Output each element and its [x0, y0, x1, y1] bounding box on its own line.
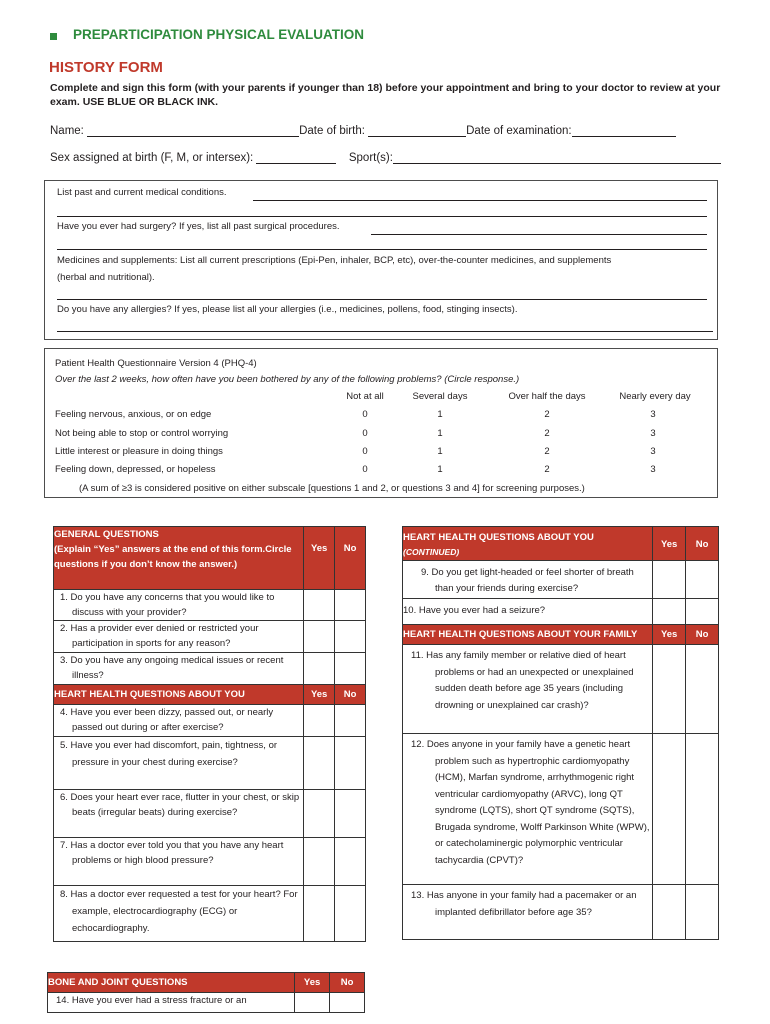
phq-value[interactable]: 0 [362, 409, 368, 420]
phq-value[interactable]: 1 [437, 446, 443, 457]
question-10-yes[interactable] [653, 599, 686, 625]
surgery-field[interactable] [371, 234, 707, 235]
question-1: 1. Do you have any concerns that you would like to discuss with your provider? [60, 592, 275, 618]
phq-row-label: Feeling nervous, anxious, or on edge [55, 409, 212, 420]
phq-col-several-days: Several days [412, 391, 468, 402]
conditions-field[interactable] [253, 200, 707, 201]
question-3-yes[interactable] [304, 653, 335, 685]
question-10: 10. Have you ever had a seizure? [403, 605, 546, 616]
phq-value[interactable]: 2 [544, 464, 550, 475]
family-header: HEART HEALTH QUESTIONS ABOUT YOUR FAMILY [403, 625, 653, 645]
table-row [48, 993, 365, 1013]
heart-header-row [54, 685, 366, 705]
question-11: 11. Has any family member or relative died of heart problems or had an unexpected or unexplained sudden death before age 35 years (including drowning or unexplained car crash)? [411, 650, 634, 711]
bone-header: BONE AND JOINT QUESTIONS [48, 973, 295, 993]
name-field[interactable] [87, 125, 299, 137]
table-row [54, 653, 366, 685]
phq-row-label: Feeling down, depressed, or hopeless [55, 464, 216, 475]
phq-value[interactable]: 3 [650, 464, 656, 475]
conditions-field-2[interactable] [57, 216, 707, 217]
dob-label: Date of birth: [299, 125, 365, 137]
name-label: Name: [50, 125, 84, 137]
table-row [54, 705, 366, 737]
surgery-label: Have you ever had surgery? If yes, list all past surgical procedures. [57, 221, 340, 232]
table-row [403, 645, 719, 734]
phq-value[interactable]: 0 [362, 464, 368, 475]
question-13: 13. Has anyone in your family had a pacemaker or an implanted defibrillator before age 35? [411, 890, 637, 918]
general-header-row [54, 527, 366, 590]
question-4-no[interactable] [335, 705, 366, 737]
family-header-row [403, 625, 719, 645]
question-2-yes[interactable] [304, 621, 335, 653]
phq-col-nearly-every-day: Nearly every day [619, 391, 691, 402]
phq-col-over-half: Over half the days [508, 391, 586, 402]
question-5-yes[interactable] [304, 737, 335, 790]
question-10-no[interactable] [686, 599, 719, 625]
table-row [403, 885, 719, 940]
bone-no-header: No [330, 973, 365, 993]
phq-note: (A sum of ≥3 is considered positive on either subscale [questions 1 and 2, or questions 3 and 4] for screening purposes.) [79, 483, 585, 494]
heart-cont-header-row [403, 527, 719, 561]
table-row [54, 838, 366, 886]
phq-value[interactable]: 3 [650, 428, 656, 439]
table-row [403, 734, 719, 885]
general-yes-header: Yes [304, 527, 335, 590]
question-7: 7. Has a doctor ever told you that you have any heart problems or high blood pressure? [60, 840, 284, 866]
name-row [50, 125, 676, 137]
heart-family-table [402, 526, 719, 940]
heart-cont-yes-header: Yes [653, 527, 686, 561]
table-row [54, 621, 366, 653]
question-12-yes[interactable] [653, 734, 686, 885]
allergies-field[interactable] [57, 331, 713, 332]
form-title: HISTORY FORM [49, 59, 163, 76]
question-5-no[interactable] [335, 737, 366, 790]
phq-title: Patient Health Questionnaire Version 4 (PHQ-4) [55, 358, 257, 369]
question-12: 12. Does anyone in your family have a genetic heart problem such as hypertrophic cardiomyopathy (HCM), Marfan syndrome, arrhythmogenic right ventricular cardiomyopathy (ARVC), long QT syndrome (LQTS), short QT syndrome (SQTS), Brugada syndrome, Wolff Parkinson White (WPW), or catecholaminergic polymorphic ventricular tachycardia (CPVT)? [411, 739, 650, 866]
sex-sport-row [50, 152, 721, 164]
question-14-no[interactable] [330, 993, 365, 1013]
question-11-no[interactable] [686, 645, 719, 734]
heart-no-header: No [335, 685, 366, 705]
question-13-yes[interactable] [653, 885, 686, 940]
question-4-yes[interactable] [304, 705, 335, 737]
question-8-yes[interactable] [304, 886, 335, 942]
conditions-row [57, 187, 709, 198]
phq-value[interactable]: 1 [437, 409, 443, 420]
question-3: 3. Do you have any ongoing medical issues or recent illness? [60, 655, 284, 681]
question-8: 8. Has a doctor ever requested a test for your heart? For example, electrocardiography (ECG) or echocardiography. [60, 889, 298, 934]
question-6-no[interactable] [335, 790, 366, 838]
question-2-no[interactable] [335, 621, 366, 653]
question-4: 4. Have you ever been dizzy, passed out, or nearly passed out during or after exercise? [60, 707, 274, 733]
question-9-no[interactable] [686, 561, 719, 599]
question-1-no[interactable] [335, 590, 366, 621]
question-1-yes[interactable] [304, 590, 335, 621]
family-no-header: No [686, 625, 719, 645]
bone-header-row [48, 973, 365, 993]
table-row [54, 886, 366, 942]
heart-cont-sub: (CONTINUED) [403, 547, 460, 557]
surgery-row [57, 221, 709, 232]
sex-label: Sex assigned at birth (F, M, or intersex): [50, 152, 254, 164]
question-14: 14. Have you ever had a stress fracture or an [56, 995, 247, 1006]
phq-value[interactable]: 2 [544, 446, 550, 457]
surgery-field-2[interactable] [57, 249, 707, 250]
instructions: Complete and sign this form (with your parents if younger than 18) before your appointment and bring to your doctor to review at your exam. USE BLUE OR BLACK INK. [50, 82, 721, 108]
question-9: 9. Do you get light-headed or feel shorter of breath than your friends during exercise? [421, 567, 634, 594]
medical-history-box [44, 180, 718, 340]
heart-header: HEART HEALTH QUESTIONS ABOUT YOU [54, 685, 304, 705]
sports-label: Sport(s): [348, 152, 393, 164]
phq-subtitle: Over the last 2 weeks, how often have you been bothered by any of the following problems? (Circle response.) [55, 374, 520, 385]
question-11-yes[interactable] [653, 645, 686, 734]
question-2: 2. Has a provider ever denied or restricted your participation in sports for any reason? [60, 623, 259, 649]
phq-value[interactable]: 1 [437, 428, 443, 439]
heart-cont-no-header: No [686, 527, 719, 561]
question-5: 5. Have you ever had discomfort, pain, tightness, or pressure in your chest during exercise? [60, 740, 278, 768]
phq4-box [44, 348, 718, 498]
phq-row-label: Little interest or pleasure in doing things [55, 446, 223, 457]
doe-label: Date of examination: [466, 125, 572, 137]
meds-row-2: (herbal and nutritional). [57, 272, 155, 283]
question-8-no[interactable] [335, 886, 366, 942]
phq-value[interactable]: 2 [544, 428, 550, 439]
question-6-yes[interactable] [304, 790, 335, 838]
meds-row-1: Medicines and supplements: List all current prescriptions (Epi-Pen, inhaler, BCP, etc), over-the-counter medicines, and supplements [57, 255, 612, 266]
sports-field[interactable] [393, 152, 721, 164]
general-header: GENERAL QUESTIONS [54, 529, 159, 540]
question-6: 6. Does your heart ever race, flutter in your chest, or skip beats (irregular beats) during exercise? [60, 792, 300, 818]
table-row [54, 790, 366, 838]
title-square-icon [50, 33, 57, 40]
general-no-header: No [335, 527, 366, 590]
dob-field[interactable] [368, 125, 466, 137]
heart-yes-header: Yes [304, 685, 335, 705]
general-heart-table [53, 526, 366, 942]
phq-value[interactable]: 3 [650, 409, 656, 420]
question-12-no[interactable] [686, 734, 719, 885]
bone-yes-header: Yes [295, 973, 330, 993]
table-row [403, 561, 719, 599]
phq-value[interactable]: 1 [437, 464, 443, 475]
sex-field[interactable] [256, 152, 336, 164]
document-title: PREPARTICIPATION PHYSICAL EVALUATION [73, 27, 365, 42]
table-row [54, 590, 366, 621]
question-14-yes[interactable] [295, 993, 330, 1013]
question-9-yes[interactable] [653, 561, 686, 599]
question-3-no[interactable] [335, 653, 366, 685]
conditions-label: List past and current medical conditions. [57, 187, 227, 198]
phq-col-not-at-all: Not at all [346, 391, 384, 402]
general-header-sub: (Explain “Yes” answers at the end of this form.Circle questions if you don’t know the answer.) [54, 544, 292, 570]
bone-joint-table [47, 972, 365, 1013]
question-7-no[interactable] [335, 838, 366, 886]
question-13-no[interactable] [686, 885, 719, 940]
family-yes-header: Yes [653, 625, 686, 645]
doe-field[interactable] [572, 125, 676, 137]
table-row [54, 737, 366, 790]
heart-cont-header: HEART HEALTH QUESTIONS ABOUT YOU [403, 532, 594, 543]
phq-value[interactable]: 2 [544, 409, 550, 420]
meds-field[interactable] [57, 299, 707, 300]
allergies-row: Do you have any allergies? If yes, please list all your allergies (i.e., medicines, pollens, food, stinging insects). [57, 304, 518, 315]
phq-value[interactable]: 0 [362, 428, 368, 439]
question-7-yes[interactable] [304, 838, 335, 886]
phq-row-label: Not being able to stop or control worrying [55, 428, 229, 439]
phq-value[interactable]: 3 [650, 446, 656, 457]
phq-value[interactable]: 0 [362, 446, 368, 457]
table-row [403, 599, 719, 625]
